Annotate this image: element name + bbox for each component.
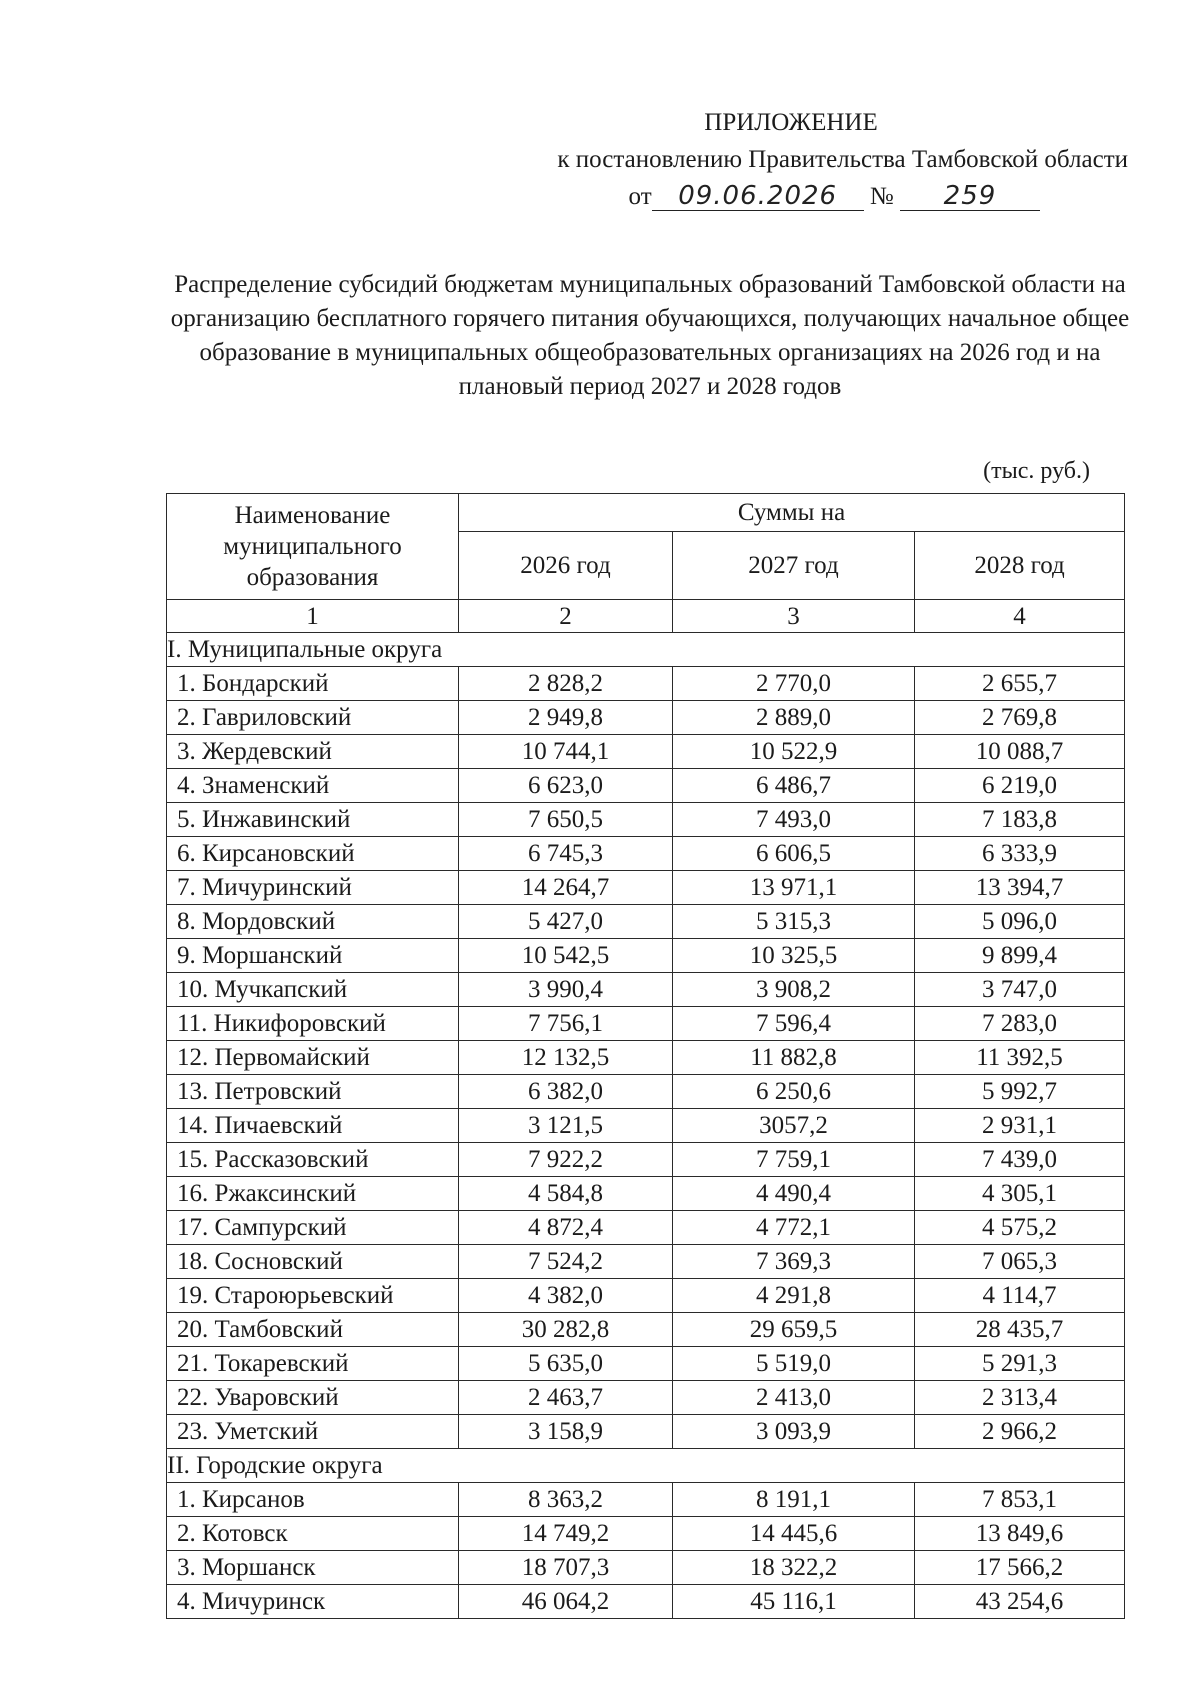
amount-cell: 4 772,1 <box>673 1211 915 1245</box>
section-title: I. Муниципальные округа <box>167 633 1125 667</box>
amount-cell: 46 064,2 <box>459 1585 673 1619</box>
amount-cell: 2 463,7 <box>459 1381 673 1415</box>
amount-cell: 6 219,0 <box>915 769 1125 803</box>
table-row <box>167 667 1125 701</box>
amount-cell: 4 490,4 <box>673 1177 915 1211</box>
subsidy-table <box>166 493 1125 1619</box>
amount-cell: 2 949,8 <box>459 701 673 735</box>
municipality-name-cell: 2. Котовск <box>167 1517 459 1551</box>
amount-cell: 4 114,7 <box>915 1279 1125 1313</box>
amount-cell: 9 899,4 <box>915 939 1125 973</box>
amount-cell: 28 435,7 <box>915 1313 1125 1347</box>
table-row <box>167 871 1125 905</box>
amount-cell: 10 744,1 <box>459 735 673 769</box>
amount-cell: 2 655,7 <box>915 667 1125 701</box>
amount-cell: 8 363,2 <box>459 1483 673 1517</box>
appendix-title: ПРИЛОЖЕНИЕ <box>704 109 878 136</box>
amount-cell: 4 584,8 <box>459 1177 673 1211</box>
municipality-name-cell: 14. Пичаевский <box>167 1109 459 1143</box>
number-prefix: № <box>869 183 894 210</box>
amount-cell: 10 325,5 <box>673 939 915 973</box>
municipality-name-cell: 18. Сосновский <box>167 1245 459 1279</box>
amount-cell: 3057,2 <box>673 1109 915 1143</box>
amount-cell: 43 254,6 <box>915 1585 1125 1619</box>
appendix-subtitle: к постановлению Правительства Тамбовской области <box>557 146 1128 173</box>
municipality-name-cell: 23. Уметский <box>167 1415 459 1449</box>
unit-label: (тыс. руб.) <box>983 458 1090 484</box>
amount-cell: 6 606,5 <box>673 837 915 871</box>
amount-cell: 14 445,6 <box>673 1517 915 1551</box>
amount-cell: 2 966,2 <box>915 1415 1125 1449</box>
municipality-name-cell: 8. Мордовский <box>167 905 459 939</box>
amount-cell: 2 770,0 <box>673 667 915 701</box>
amount-cell: 18 707,3 <box>459 1551 673 1585</box>
table-row <box>167 1381 1125 1415</box>
handwritten-number: 259 <box>900 182 1040 211</box>
amount-cell: 7 183,8 <box>915 803 1125 837</box>
amount-cell: 7 283,0 <box>915 1007 1125 1041</box>
amount-cell: 7 650,5 <box>459 803 673 837</box>
section-title: II. Городские округа <box>167 1449 1125 1483</box>
table-row <box>167 1517 1125 1551</box>
table-row <box>167 837 1125 871</box>
table-row <box>167 1585 1125 1619</box>
amount-cell: 3 990,4 <box>459 973 673 1007</box>
amount-cell: 4 305,1 <box>915 1177 1125 1211</box>
header-year-2026: 2026 год <box>459 532 673 600</box>
amount-cell: 4 872,4 <box>459 1211 673 1245</box>
handwritten-date: 09.06.2026 <box>652 182 864 211</box>
table-row <box>167 939 1125 973</box>
municipality-name-cell: 21. Токаревский <box>167 1347 459 1381</box>
amount-cell: 5 519,0 <box>673 1347 915 1381</box>
header-sums-cell: Суммы на <box>459 494 1125 532</box>
table-body <box>167 633 1125 1619</box>
table-row <box>167 1109 1125 1143</box>
amount-cell: 5 427,0 <box>459 905 673 939</box>
amount-cell: 7 369,3 <box>673 1245 915 1279</box>
document-title: Распределение субсидий бюджетам муниципальных образований Тамбовской области на организацию бесплатного горячего питания обучающихся, получающих начальное общее образование в муниципальных общеобразовательных организациях на 2026 год и на плановый период 2027 и 2028 годов <box>170 271 1130 400</box>
amount-cell: 6 745,3 <box>459 837 673 871</box>
amount-cell: 30 282,8 <box>459 1313 673 1347</box>
amount-cell: 13 394,7 <box>915 871 1125 905</box>
table-row <box>167 1415 1125 1449</box>
municipality-name-cell: 2. Гавриловский <box>167 701 459 735</box>
amount-cell: 13 849,6 <box>915 1517 1125 1551</box>
amount-cell: 8 191,1 <box>673 1483 915 1517</box>
amount-cell: 14 264,7 <box>459 871 673 905</box>
municipality-name-cell: 9. Моршанский <box>167 939 459 973</box>
amount-cell: 3 747,0 <box>915 973 1125 1007</box>
amount-cell: 7 524,2 <box>459 1245 673 1279</box>
amount-cell: 3 093,9 <box>673 1415 915 1449</box>
municipality-name-cell: 13. Петровский <box>167 1075 459 1109</box>
table-row <box>167 1483 1125 1517</box>
amount-cell: 3 158,9 <box>459 1415 673 1449</box>
amount-cell: 7 756,1 <box>459 1007 673 1041</box>
table-row <box>167 1041 1125 1075</box>
table-row <box>167 1143 1125 1177</box>
municipality-name-cell: 6. Кирсановский <box>167 837 459 871</box>
municipality-name-cell: 22. Уваровский <box>167 1381 459 1415</box>
amount-cell: 7 922,2 <box>459 1143 673 1177</box>
amount-cell: 17 566,2 <box>915 1551 1125 1585</box>
municipality-name-cell: 20. Тамбовский <box>167 1313 459 1347</box>
amount-cell: 3 121,5 <box>459 1109 673 1143</box>
amount-cell: 2 889,0 <box>673 701 915 735</box>
table-row <box>167 973 1125 1007</box>
municipality-name-cell: 5. Инжавинский <box>167 803 459 837</box>
table-row <box>167 905 1125 939</box>
municipality-name-cell: 7. Мичуринский <box>167 871 459 905</box>
col-number-2: 2 <box>459 600 673 633</box>
table-row <box>167 1177 1125 1211</box>
municipality-name-cell: 16. Ржаксинский <box>167 1177 459 1211</box>
amount-cell: 6 382,0 <box>459 1075 673 1109</box>
amount-cell: 14 749,2 <box>459 1517 673 1551</box>
municipality-name-cell: 17. Сампурский <box>167 1211 459 1245</box>
municipality-name-cell: 19. Староюрьевский <box>167 1279 459 1313</box>
col-number-3: 3 <box>673 600 915 633</box>
amount-cell: 2 313,4 <box>915 1381 1125 1415</box>
municipality-name-cell: 1. Кирсанов <box>167 1483 459 1517</box>
section-row <box>167 633 1125 667</box>
municipality-name-cell: 1. Бондарский <box>167 667 459 701</box>
table-row <box>167 1551 1125 1585</box>
amount-cell: 7 065,3 <box>915 1245 1125 1279</box>
amount-cell: 10 522,9 <box>673 735 915 769</box>
municipality-name-cell: 12. Первомайский <box>167 1041 459 1075</box>
amount-cell: 3 908,2 <box>673 973 915 1007</box>
amount-cell: 5 315,3 <box>673 905 915 939</box>
amount-cell: 29 659,5 <box>673 1313 915 1347</box>
header-year-2028: 2028 год <box>915 532 1125 600</box>
amount-cell: 11 392,5 <box>915 1041 1125 1075</box>
table-row <box>167 701 1125 735</box>
table-row <box>167 1279 1125 1313</box>
municipality-name-cell: 4. Мичуринск <box>167 1585 459 1619</box>
table-row <box>167 1211 1125 1245</box>
table-row <box>167 1075 1125 1109</box>
table-row <box>167 1245 1125 1279</box>
amount-cell: 4 291,8 <box>673 1279 915 1313</box>
col-number-1: 1 <box>167 600 459 633</box>
amount-cell: 5 635,0 <box>459 1347 673 1381</box>
date-prefix: от <box>628 183 652 210</box>
municipality-name-cell: 11. Никифоровский <box>167 1007 459 1041</box>
amount-cell: 2 828,2 <box>459 667 673 701</box>
amount-cell: 2 769,8 <box>915 701 1125 735</box>
municipality-name-cell: 15. Рассказовский <box>167 1143 459 1177</box>
amount-cell: 6 333,9 <box>915 837 1125 871</box>
amount-cell: 4 382,0 <box>459 1279 673 1313</box>
amount-cell: 13 971,1 <box>673 871 915 905</box>
amount-cell: 10 542,5 <box>459 939 673 973</box>
amount-cell: 11 882,8 <box>673 1041 915 1075</box>
table-row <box>167 735 1125 769</box>
amount-cell: 12 132,5 <box>459 1041 673 1075</box>
amount-cell: 45 116,1 <box>673 1585 915 1619</box>
section-row <box>167 1449 1125 1483</box>
header-year-2027: 2027 год <box>673 532 915 600</box>
amount-cell: 7 596,4 <box>673 1007 915 1041</box>
amount-cell: 7 439,0 <box>915 1143 1125 1177</box>
amount-cell: 7 759,1 <box>673 1143 915 1177</box>
col-number-4: 4 <box>915 600 1125 633</box>
amount-cell: 10 088,7 <box>915 735 1125 769</box>
amount-cell: 6 250,6 <box>673 1075 915 1109</box>
municipality-name-cell: 4. Знаменский <box>167 769 459 803</box>
amount-cell: 5 291,3 <box>915 1347 1125 1381</box>
table-row <box>167 1313 1125 1347</box>
amount-cell: 6 486,7 <box>673 769 915 803</box>
amount-cell: 2 413,0 <box>673 1381 915 1415</box>
header-name-cell: Наименование муниципального образования <box>167 494 459 600</box>
municipality-name-cell: 3. Моршанск <box>167 1551 459 1585</box>
amount-cell: 4 575,2 <box>915 1211 1125 1245</box>
amount-cell: 5 992,7 <box>915 1075 1125 1109</box>
amount-cell: 7 493,0 <box>673 803 915 837</box>
amount-cell: 7 853,1 <box>915 1483 1125 1517</box>
date-line <box>440 178 1130 215</box>
table-row <box>167 1007 1125 1041</box>
table-row <box>167 803 1125 837</box>
municipality-name-cell: 10. Мучкапский <box>167 973 459 1007</box>
amount-cell: 6 623,0 <box>459 769 673 803</box>
amount-cell: 5 096,0 <box>915 905 1125 939</box>
amount-cell: 2 931,1 <box>915 1109 1125 1143</box>
municipality-name-cell: 3. Жердевский <box>167 735 459 769</box>
amount-cell: 18 322,2 <box>673 1551 915 1585</box>
appendix-header <box>440 104 1130 215</box>
table-row <box>167 769 1125 803</box>
table-row <box>167 1347 1125 1381</box>
